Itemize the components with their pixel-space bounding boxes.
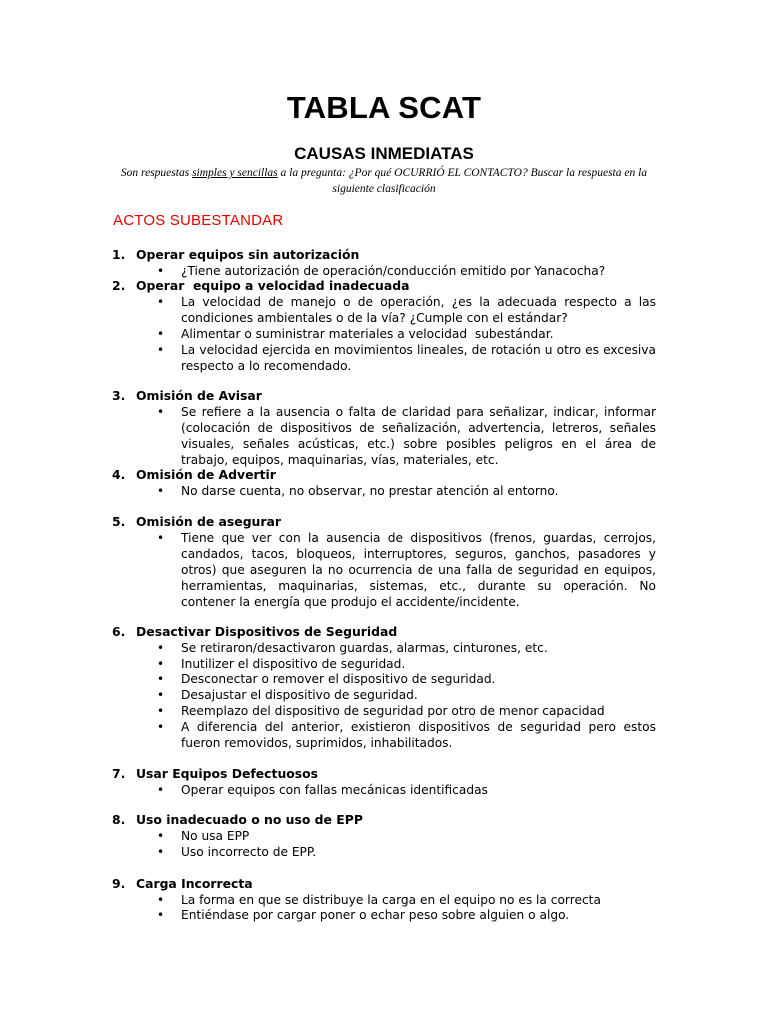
bullet-text: Se refiere a la ausencia o falta de claridad para señalizar, indicar, informar (colocación de dispositivos de señalización, advertencia, letreros, señales visuales, señales acústicas, etc.) sobre posibles peligros en el área de trabajo, equipos, maquinarias, vías, materiales, etc.	[181, 405, 660, 467]
cause-heading	[112, 514, 281, 530]
cause-title: Uso inadecuado o no uso de EPP	[136, 812, 363, 827]
cause-bullet	[157, 719, 660, 751]
bullet-text: Inutilizer el dispositivo de seguridad.	[181, 657, 406, 671]
bullet-icon: •	[157, 672, 165, 686]
bullet-text: Operar equipos con fallas mecánicas identificadas	[181, 783, 488, 797]
bullet-text: Desconectar o remover el dispositivo de seguridad.	[181, 672, 496, 686]
bullet-icon: •	[157, 893, 165, 907]
cause-bullet	[157, 892, 656, 908]
cause-title: Carga Incorrecta	[136, 876, 253, 891]
cause-bullet	[157, 640, 656, 656]
cause-bullet	[157, 404, 660, 468]
bullet-icon: •	[157, 405, 165, 419]
cause-bullet	[157, 294, 660, 326]
cause-number: 9.	[112, 876, 126, 891]
cause-bullet	[157, 828, 656, 844]
section-title: ACTOS SUBESTANDAR	[113, 212, 284, 229]
cause-title: Omisión de asegurar	[136, 514, 281, 529]
cause-heading	[112, 278, 409, 294]
document-title: TABLA SCAT	[286, 90, 482, 125]
cause-number: 5.	[112, 514, 126, 529]
cause-bullet	[157, 483, 656, 499]
bullet-icon: •	[157, 641, 165, 655]
intro-text-after: a la pregunta: ¿Por qué OCURRIÓ EL CONTACTO? Buscar la respuesta en la siguiente clasificación	[277, 167, 648, 195]
bullet-icon: •	[157, 829, 165, 843]
cause-number: 2.	[112, 278, 126, 293]
cause-title: Usar Equipos Defectuosos	[136, 766, 319, 781]
bullet-text: ¿Tiene autorización de operación/conducción emitido por Yanacocha?	[181, 264, 606, 278]
bullet-icon: •	[157, 343, 165, 357]
cause-number: 1.	[112, 247, 126, 262]
cause-heading	[112, 467, 276, 483]
cause-number: 7.	[112, 766, 126, 781]
bullet-text: No usa EPP	[181, 829, 250, 843]
cause-number: 3.	[112, 388, 126, 403]
cause-bullet	[157, 687, 656, 703]
cause-bullet	[157, 530, 660, 610]
document-subtitle: CAUSAS INMEDIATAS	[294, 144, 474, 163]
cause-bullet	[157, 342, 660, 374]
cause-number: 8.	[112, 812, 126, 827]
bullet-text: Tiene que ver con la ausencia de dispositivos (frenos, guardas, cerrojos, candados, tacos, bloqueos, interruptores, seguros, ganchos, pasadores y otros) que aseguren la no ocurrencia de una falla de seguridad en equipos, herramientas, maquinarias, sistemas, etc., durante su operación. No contener la energía que produjo el accidente/incidente.	[181, 531, 660, 609]
bullet-icon: •	[157, 657, 165, 671]
bullet-text: Se retiraron/desactivaron guardas, alarmas, cinturones, etc.	[181, 641, 548, 655]
bullet-icon: •	[157, 908, 165, 922]
intro-text-before: Son respuestas	[120, 167, 193, 179]
cause-title: Operar equipo a velocidad inadecuada	[136, 278, 410, 293]
cause-bullet	[157, 703, 656, 719]
intro-paragraph	[120, 165, 648, 197]
cause-heading	[112, 766, 318, 782]
bullet-text: La forma en que se distribuye la carga en el equipo no es la correcta	[181, 893, 601, 907]
cause-bullet	[157, 656, 656, 672]
cause-number: 4.	[112, 467, 126, 482]
cause-title: Omisión de Advertir	[136, 467, 276, 482]
bullet-icon: •	[157, 295, 165, 309]
bullet-icon: •	[157, 704, 165, 718]
bullet-text: No darse cuenta, no observar, no prestar atención al entorno.	[181, 484, 559, 498]
bullet-icon: •	[157, 484, 165, 498]
cause-heading	[112, 876, 253, 892]
cause-bullet	[157, 326, 656, 342]
bullet-text: Uso incorrecto de EPP.	[181, 845, 317, 859]
bullet-text: La velocidad de manejo o de operación, ¿es la adecuada respecto a las condiciones ambientales o de la vía? ¿Cumple con el estándar?	[181, 295, 660, 325]
bullet-icon: •	[157, 845, 165, 859]
bullet-icon: •	[157, 531, 165, 545]
bullet-text: Alimentar o suministrar materiales a velocidad subestándar.	[181, 327, 554, 341]
cause-bullet	[157, 782, 656, 798]
bullet-icon: •	[157, 688, 165, 702]
cause-number: 6.	[112, 624, 126, 639]
bullet-icon: •	[157, 264, 165, 278]
cause-title: Operar equipos sin autorización	[136, 247, 360, 262]
cause-bullet	[157, 263, 656, 279]
bullet-text: A diferencia del anterior, existieron dispositivos de seguridad pero estos fueron removidos, suprimidos, inhabilitados.	[181, 720, 660, 750]
cause-heading	[112, 388, 262, 404]
cause-title: Omisión de Avisar	[136, 388, 262, 403]
bullet-text: Entiéndase por cargar poner o echar peso sobre alguien o algo.	[181, 908, 570, 922]
cause-heading	[112, 812, 363, 828]
bullet-text: Reemplazo del dispositivo de seguridad por otro de menor capacidad	[181, 704, 605, 718]
cause-heading	[112, 247, 359, 263]
bullet-icon: •	[157, 327, 165, 341]
bullet-icon: •	[157, 720, 165, 734]
cause-bullet	[157, 907, 656, 923]
cause-title: Desactivar Dispositivos de Seguridad	[136, 624, 398, 639]
cause-heading	[112, 624, 397, 640]
bullet-icon: •	[157, 783, 165, 797]
cause-bullet	[157, 671, 656, 687]
intro-text-underlined: simples y sencillas	[192, 167, 278, 179]
cause-bullet	[157, 844, 656, 860]
bullet-text: Desajustar el dispositivo de seguridad.	[181, 688, 418, 702]
bullet-text: La velocidad ejercida en movimientos lineales, de rotación u otro es excesiva respecto a lo recomendado.	[181, 343, 660, 373]
